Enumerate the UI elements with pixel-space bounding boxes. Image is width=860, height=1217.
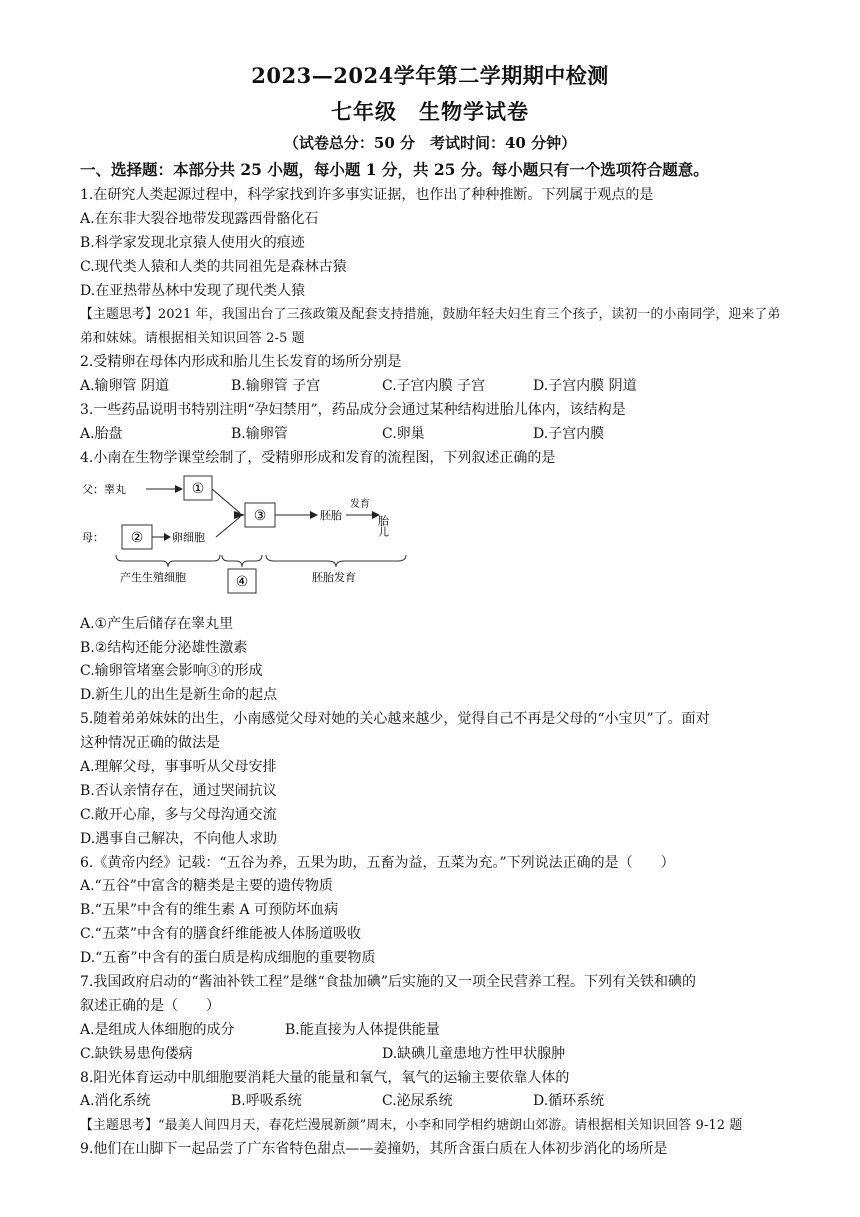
- q3-option-d: D.子宫内膜: [533, 425, 605, 442]
- arrowhead-4: [310, 511, 318, 519]
- label-produce: 产生生殖细胞: [120, 570, 186, 584]
- q5-stem-line2: 这种情况正确的做法是: [80, 735, 220, 752]
- q4-option-a: A.①产生后储存在睾丸里: [80, 615, 234, 632]
- q4-option-c: C.输卵管堵塞会影响③的形成: [80, 663, 263, 680]
- arrowhead-2: [164, 533, 171, 541]
- section-heading: 一、选择题：本部分共 25 小题，每小题 1 分，共 25 分。每小题只有一个选项符合题意。: [80, 160, 709, 179]
- q8-options: [80, 1090, 785, 1114]
- q2-option-b: B.输卵管 子宫: [231, 378, 321, 395]
- fertilization-flowchart: [80, 473, 410, 601]
- q8-option-c: C.泌尿系统: [382, 1093, 453, 1110]
- line-sperm: [212, 489, 240, 513]
- questions: [80, 184, 785, 1162]
- q2-options: [80, 375, 785, 399]
- q2-option-c: C.子宫内膜 子宫: [382, 378, 486, 395]
- q4-option-b: B.②结构还能分泌雄性激素: [80, 639, 248, 656]
- q7-option-d: D.缺碘儿童患地方性甲状腺肿: [382, 1045, 566, 1062]
- q3-option-c: C.卵巢: [382, 425, 425, 442]
- brace-embryo-dev: [266, 555, 406, 567]
- q8-stem: 8.阳光体育运动中肌细胞要消耗大量的能量和氧气，氧气的运输主要依靠人体的: [80, 1069, 570, 1086]
- q4-option-d: D.新生儿的出生是新生命的起点: [80, 687, 278, 704]
- box-3-label: ③: [253, 507, 267, 524]
- exam-title: 2023—2024学年第二学期期中检测: [251, 63, 609, 88]
- line-egg: [216, 517, 240, 537]
- q5-option-b: B.否认亲情存在，通过哭闹抗议: [80, 782, 277, 799]
- q7-option-c: C.缺铁易患佝偻病: [80, 1045, 193, 1062]
- q4-stem: 4.小南在生物学课堂绘制了，受精卵形成和发育的流程图，下列叙述正确的是: [80, 449, 556, 466]
- q5-option-c: C.敞开心扉，多与父母沟通交流: [80, 806, 277, 823]
- q7-option-a: A.是组成人体细胞的成分: [80, 1021, 235, 1038]
- brace-fertilize: [222, 555, 262, 567]
- label-father: 父：睾丸: [82, 482, 126, 496]
- q5-option-d: D.遇事自己解决，不向他人求助: [80, 830, 278, 847]
- q7-options-row1: [80, 1019, 785, 1043]
- topic-note-1: 【主题思考】2021 年，我国出台了三孩政策及配套支持措施，鼓励年轻夫妇生育三个孩子，读初一的小南同学，迎来了弟弟和妹妹。请根据相关知识回答 2-5 题: [80, 307, 781, 347]
- q3-options: [80, 423, 785, 447]
- label-develop: 发育: [350, 498, 370, 510]
- label-egg: 卵细胞: [172, 530, 205, 544]
- arrowhead-1: [175, 485, 183, 493]
- q1-option-d: D.在亚热带丛林中发现了现代类人猿: [80, 282, 306, 299]
- box-2-label: ②: [130, 529, 144, 546]
- q7-stem-line1: 7.我国政府启动的“酱油补铁工程”是继“食盐加碘”后实施的又一项全民营养工程。下列有关铁和碘的: [80, 973, 696, 990]
- q3-option-b: B.输卵管: [231, 425, 288, 442]
- label-embryo-dev: 胚胎发育: [312, 570, 356, 584]
- label-fetus: 胎儿: [376, 514, 390, 537]
- q6-stem: 6.《黄帝内经》记载：“五谷为养，五果为助，五畜为益，五菜为充。”下列说法正确的是（ ）: [80, 854, 675, 871]
- label-embryo: 胚胎: [320, 508, 342, 522]
- topic-note-2: 【主题思考】“最美人间四月天，春花烂漫展新颜”周末，小李和同学相约塘朗山郊游。请根据相关知识回答 9-12 题: [80, 1118, 743, 1134]
- q9-stem: 9.他们在山脚下一起品尝了广东省特色甜点——姜撞奶，其所含蛋白质在人体初步消化的场所是: [80, 1141, 668, 1158]
- q7-option-b: B.能直接为人体提供能量: [285, 1021, 440, 1038]
- q7-stem-line2: 叙述正确的是（ ）: [80, 997, 220, 1014]
- q5-option-a: A.理解父母，事事听从父母安排: [80, 758, 277, 775]
- q6-option-b: B.“五果”中含有的维生素 A 可预防坏血病: [80, 902, 339, 919]
- q3-option-a: A.胎盘: [80, 425, 123, 442]
- q2-stem: 2.受精卵在母体内形成和胎儿生长发育的场所分别是: [80, 354, 402, 371]
- q2-option-a: A.输卵管 阴道: [80, 378, 170, 395]
- q7-options-row2: [80, 1043, 785, 1067]
- brace-produce: [116, 555, 220, 567]
- exam-subtitle: 七年级 生物学试卷: [331, 99, 529, 124]
- q1-stem: 1.在研究人类起源过程中，科学家找到许多事实证据，也作出了种种推断。下列属于观点的是: [80, 187, 654, 203]
- q3-stem: 3.一些药品说明书特别注明“孕妇禁用”，药品成分会通过某种结构进胎儿体内，该结构是: [80, 402, 626, 419]
- box-1-label: ①: [191, 480, 205, 497]
- q8-option-a: A.消化系统: [80, 1093, 151, 1110]
- q6-option-c: C.“五菜”中含有的膳食纤维能被人体肠道吸收: [80, 926, 361, 943]
- q6-option-a: A.“五谷”中富含的糖类是主要的遗传物质: [80, 878, 333, 895]
- q8-option-b: B.呼吸系统: [231, 1093, 302, 1110]
- q1-option-a: A.在东非大裂谷地带发现露西骨骼化石: [80, 210, 319, 227]
- box-4-label: ④: [235, 573, 249, 590]
- exam-info: （试卷总分：50 分 考试时间：40 分钟）: [283, 134, 577, 152]
- q1-option-c: C.现代类人猿和人类的共同祖先是森林古猿: [80, 258, 347, 275]
- q6-option-d: D.“五畜”中含有的蛋白质是构成细胞的重要物质: [80, 950, 376, 967]
- label-mother: 母：: [82, 530, 104, 544]
- q2-option-d: D.子宫内膜 阴道: [533, 378, 637, 395]
- q8-option-d: D.循环系统: [533, 1093, 605, 1110]
- q1-option-b: B.科学家发现北京猿人使用火的痕迹: [80, 234, 305, 251]
- q5-stem-line1: 5.随着弟弟妹妹的出生，小南感觉父母对她的关心越来越少，觉得自己不再是父母的“小宝贝”了。面对: [80, 711, 710, 728]
